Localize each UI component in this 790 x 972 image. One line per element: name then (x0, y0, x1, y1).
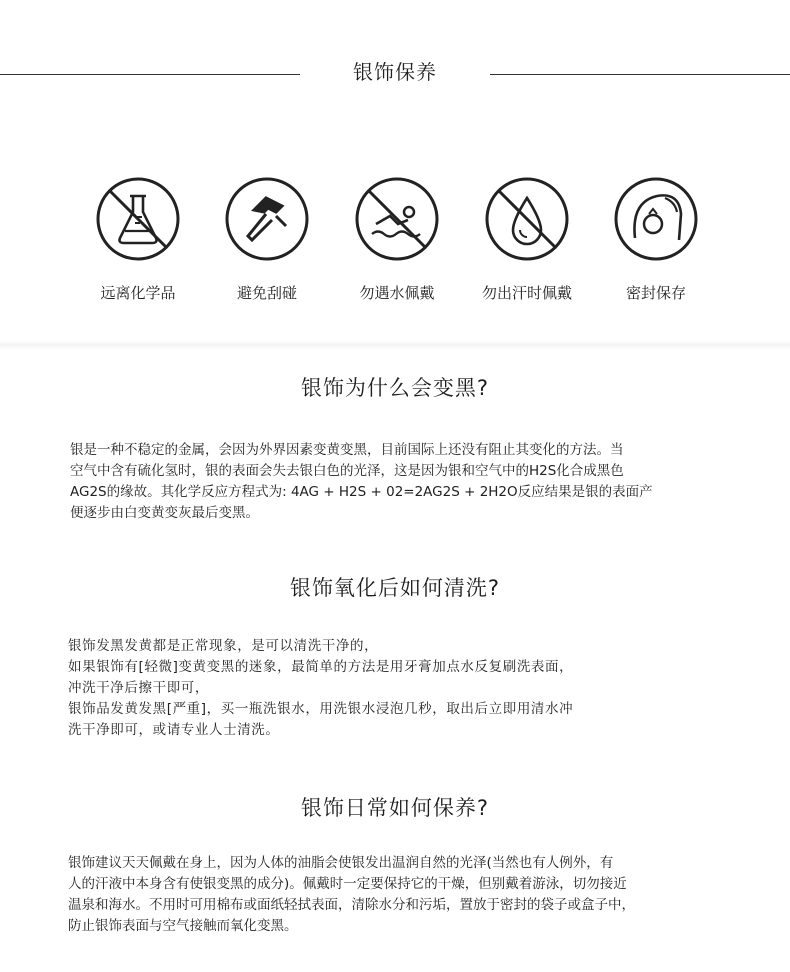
no-sweat-drop-icon (484, 176, 570, 262)
ring-box-icon (613, 176, 699, 262)
section-body-why-black: 银是一种不稳定的金属，会因为外界因素变黄变黑，目前国际上还没有阻止其变化的方法。当 空气中含有硫化氢时，银的表面会失去银白色的光泽，这是因为银和空气中的H2S化合成黑色 AG2S的缘故。其化学反应方程式为: 4AG + H2S + 02=2AG2S + 2H2O反应结果是银的表面产 便逐步由白变黄变灰最后变黑。 (70, 442, 653, 521)
no-swimming-icon (354, 176, 440, 262)
section-heading-how-clean: 银饰氧化后如何清洗? (289, 576, 501, 600)
section-heading-daily-care: 银饰日常如何保养? (300, 796, 490, 820)
care-label-water: 勿遇水佩戴 (359, 284, 435, 302)
care-label-sealed: 密封保存 (625, 284, 686, 302)
care-label-scratch: 避免刮碰 (236, 284, 297, 302)
care-label-sweat: 勿出汗时佩戴 (481, 284, 572, 302)
title-line-left (0, 74, 300, 75)
page-title: 银饰保养 (353, 60, 437, 84)
hammer-icon (224, 176, 310, 262)
title-line-right (490, 74, 790, 75)
section-body-daily-care: 银饰建议天天佩戴在身上，因为人体的油脂会使银发出温润自然的光泽(当然也有人例外，有 人的汗液中本身含有使银变黑的成分)。佩戴时一定要保持它的干燥，但别戴着游泳，切勿接近 温泉和海水。不用时可用棉布或面纸轻拭表面，清除水分和污垢，置放于密封的袋子或盒子中， 防止银饰表面与空气接触而氧化变黑。 (68, 855, 635, 934)
section-divider (0, 340, 790, 350)
care-label-chemicals: 远离化学品 (100, 284, 176, 302)
section-heading-why-black: 银饰为什么会变黑? (300, 376, 490, 400)
section-body-how-clean: 银饰发黑发黄都是正常现象，是可以清洗干净的， 如果银饰有[轻微]变黄变黑的迷象，最简单的方法是用牙膏加点水反复刷洗表面， 冲洗干净后擦干即可， 银饰品发黄发黑[严重]，买一瓶洗银水，用洗银水浸泡几秒，取出后立即用清水冲 洗干净即可，或请专业人士清洗。 (68, 638, 574, 738)
no-chemicals-icon (95, 176, 181, 262)
